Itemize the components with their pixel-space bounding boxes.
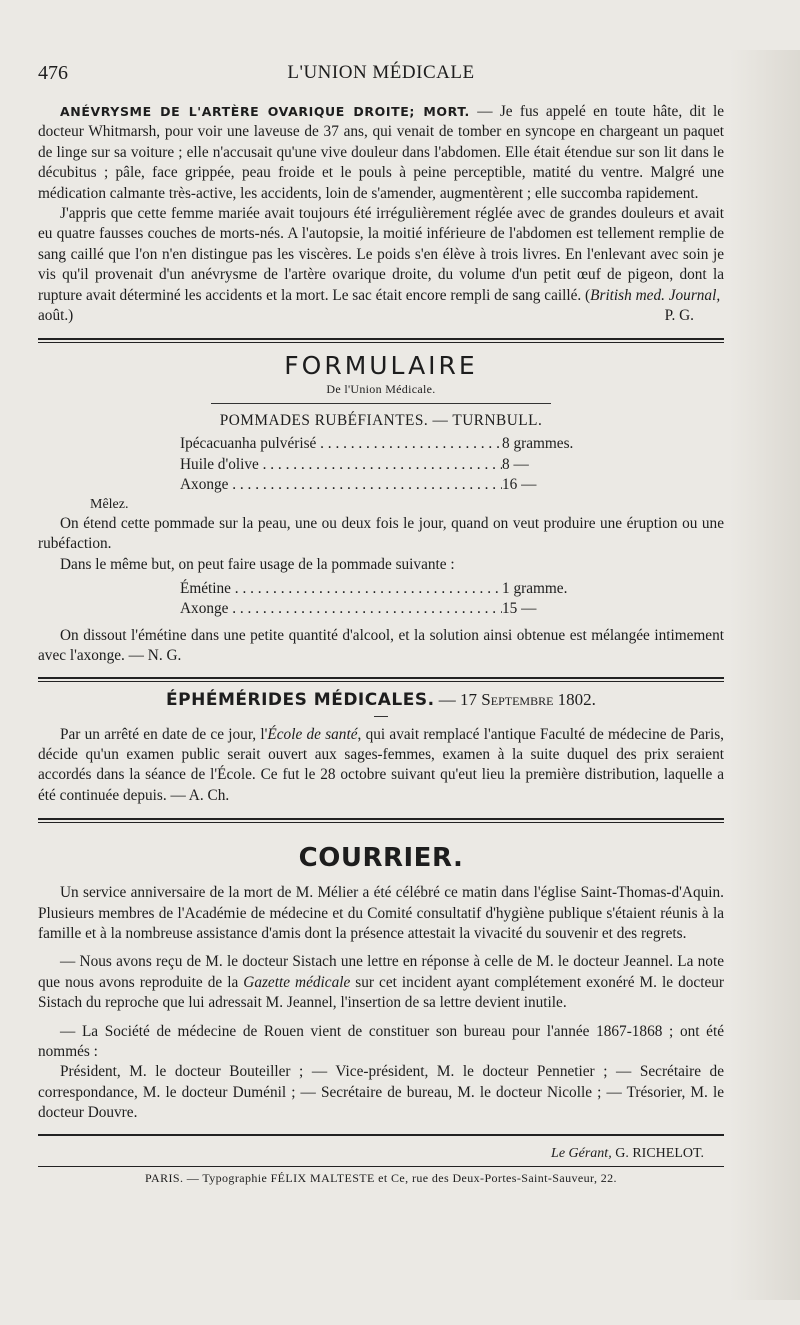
ingredient-row xyxy=(180,475,724,495)
ephemerides-section xyxy=(38,690,724,807)
ingredient-name: Huile d'olive . . . xyxy=(180,455,502,475)
article-paragraph-1 xyxy=(38,102,724,204)
courrier-paragraph-1: Un service anniversaire de la mort de M. Mélier a été célébré ce matin dans l'église Saint-Thomas-d'Aquin. Plusieurs membres de l'Académie de médecine et du Comité consultatif d'hygiène publique s'étaient réunis à la famille et à la nombreuse assistance d'amis dont la présence attestait la vivacité du souvenir et des regrets. xyxy=(38,884,724,942)
section-divider xyxy=(38,818,724,823)
ephemerides-rule xyxy=(374,716,388,717)
article-date: août.) xyxy=(38,307,74,325)
article-signature: P. G. xyxy=(664,307,694,325)
courrier-paragraph-4: Président, M. le docteur Bouteiller ; — Vice-président, M. le docteur Pennetier ; — Secrétaire de correspondance, M. le docteur Duménil ; — Secrétaire de bureau, M. le docteur Nicolle ; — Trésorier, M. le docteur Douvre. xyxy=(38,1063,724,1122)
ingredient-qty: 8 — xyxy=(502,455,529,473)
journal-page xyxy=(38,58,724,1186)
ingredient-name: Émétine . . . xyxy=(180,579,502,599)
gerant-label: Le Gérant, xyxy=(551,1145,612,1161)
section-divider xyxy=(38,338,724,343)
courrier-italic: Gazette médicale xyxy=(243,973,351,991)
ingredient-list-2 xyxy=(38,579,724,620)
article-paragraph-2 xyxy=(38,204,724,306)
melez-text: Mêlez. xyxy=(90,496,129,512)
ingredient-name: Axonge . . . xyxy=(180,599,502,619)
page-number: 476 xyxy=(38,62,68,84)
formulaire-paragraph-2: Dans le même but, on peut faire usage de la pommade suivante : xyxy=(60,555,455,573)
ingredient-qty: 15 — xyxy=(502,600,537,618)
printer-imprint: PARIS. — Typographie FÉLIX MALTESTE et Ce, rue des Deux-Portes-Saint-Sauveur, 22. xyxy=(145,1170,617,1185)
gerant-line xyxy=(38,1146,724,1162)
page-edge-shadow xyxy=(730,50,800,1300)
ingredient-name: Axonge . . . xyxy=(180,475,502,495)
ephemerides-italic: École de santé xyxy=(267,725,358,743)
article-aneurysm xyxy=(38,102,724,326)
ingredient-qty: 1 gramme. xyxy=(502,579,568,597)
formulaire-section xyxy=(38,351,724,666)
formulaire-rule xyxy=(211,403,551,404)
melez-instruction xyxy=(90,496,724,514)
article-source: British med. Journal, xyxy=(590,286,721,304)
ingredient-list-1 xyxy=(38,434,724,495)
ephemerides-heading xyxy=(38,690,724,710)
courrier-title: COURRIER. xyxy=(298,843,464,874)
journal-title: L'UNION MÉDICALE xyxy=(287,62,475,83)
formulaire-title: FORMULAIRE xyxy=(284,351,478,381)
formulaire-paragraph-3: On dissout l'émétine dans une petite quantité d'alcool, et la solution ainsi obtenue est mélangée intimement avec l'axonge. — N. G. xyxy=(38,626,724,665)
ingredient-row xyxy=(180,579,724,599)
ingredient-row xyxy=(180,434,724,454)
courrier-text-2b: sur cet incident ayant complétement exonéré M. le docteur Sistach du reproche que lui adressait M. Jeannel, l'insertion de sa lettre devient inutile. xyxy=(38,973,724,1012)
gerant-name: G. RICHELOT. xyxy=(615,1145,704,1161)
footer-rule xyxy=(38,1134,724,1136)
ingredient-qty: 16 — xyxy=(502,476,537,494)
courrier-paragraph-3: — La Société de médecine de Rouen vient de constituer son bureau pour l'année 1867-1868 ; ont été nommés : xyxy=(38,1022,724,1060)
formulaire-subtitle: De l'Union Médicale. xyxy=(326,382,436,397)
ingredient-name: Ipécacuanha pulvérisé . . . xyxy=(180,434,502,454)
ingredient-row xyxy=(180,455,724,475)
running-head xyxy=(38,58,724,88)
formulaire-paragraph-1: On étend cette pommade sur la peau, une ou deux fois le jour, quand on veut produire une éruption ou une rubéfaction. xyxy=(38,514,724,553)
courrier-section xyxy=(38,843,724,1123)
courrier-text-2a: — Nous avons reçu de M. le docteur Sistach une lettre en réponse à celle de M. le docteur Jeannel. La note que nous avons reproduite de la xyxy=(38,953,724,991)
article-text-2: J'appris que cette femme mariée avait toujours été irrégulièrement réglée avec de grandes douleurs et avait eu quatre fausses couches de morts-nés. A l'autopsie, la moitié inférieure de l'abdomen est tellement remplie de sang caillé que l'on n'en distingue pas les viscères. Le poids s'en élève à trois livres. En l'enlevant avec soin je vis qu'il provenait d'un anévrysme de l'artère ovarique droite, du volume d'un petit œuf de pigeon, dont la rupture avait déterminé les accidents et la mort. Le sac était encore rempli de sang caillé. ( xyxy=(38,205,724,304)
ingredient-row xyxy=(180,599,724,619)
ephemerides-text-b: , qui avait remplacé l'antique Faculté de médecine de Paris, décide qu'un examen public serait ouvert aux sages-femmes, examen à la suite duquel des prix seraient accordés dans la séance de l'École. Ce fut le 28 octobre suivant qu'eut lieu la première distribution, laquelle a été continuée depuis. — A. Ch. xyxy=(38,725,724,804)
section-divider xyxy=(38,677,724,682)
article-heading: ANÉVRYSME DE L'ARTÈRE OVARIQUE DROITE; MORT. xyxy=(60,104,470,119)
ephemerides-title: ÉPHÉMÉRIDES MÉDICALES. xyxy=(166,689,435,710)
courrier-paragraph-2 xyxy=(38,952,724,1013)
footer-rule-2 xyxy=(38,1166,724,1167)
article-paragraph-3 xyxy=(38,306,724,326)
article-text-1: — Je fus appelé en toute hâte, dit le docteur Whitmarsh, pour voir une laveuse de 37 ans, qui venait de tomber en syncope en chargeant un paquet de linge sur sa voiture ; elle n'accusait qu'une vive douleur dans l'abdomen. Elle était étendue sur son lit dans le décubitus ; pâle, face grippée, peau froide et le pouls à peine perceptible, matité du ventre. Malgré une médication calmante très-active, les accidents, loin de s'amender, augmentèrent ; elle succomba rapidement. xyxy=(38,103,724,202)
ingredient-qty: 8 grammes. xyxy=(502,435,574,453)
recipe-title: POMMADES RUBÉFIANTES. — TURNBULL. xyxy=(219,412,543,430)
ephemerides-paragraph xyxy=(38,725,724,807)
ephemerides-text-a: Par un arrêté en date de ce jour, l' xyxy=(60,725,268,743)
ephemerides-date: — 17 Septembre 1802. xyxy=(434,689,596,709)
